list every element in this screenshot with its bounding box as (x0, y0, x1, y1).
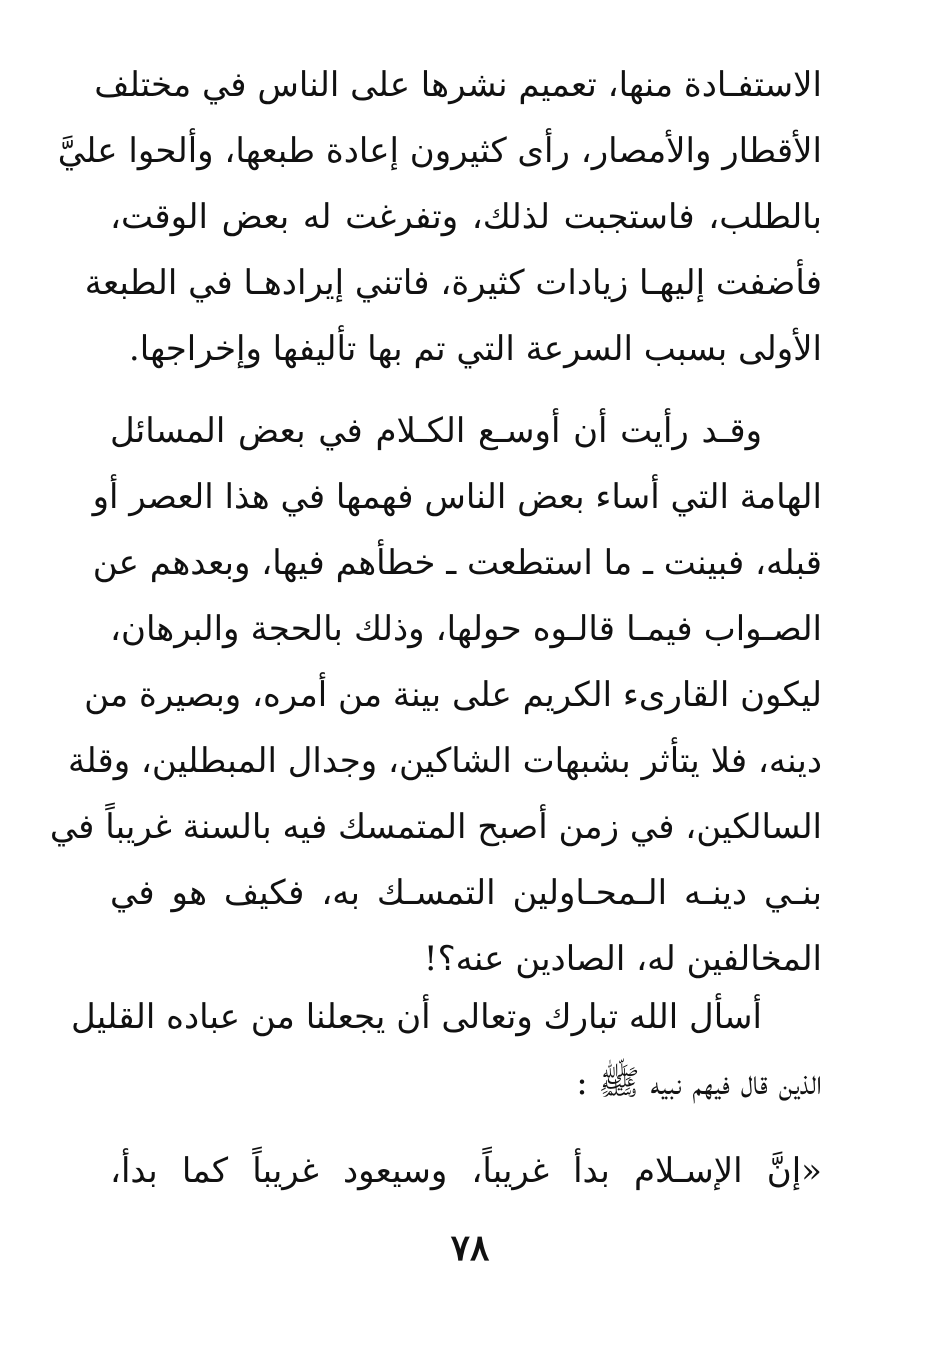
text-line: قبله، فبينت ـ ما استطعت ـ خطأهم فيها، وبعدهم عن (92, 543, 822, 583)
text-line: الأقطار والأمصار، رأى كثيرون إعادة طبعها، وألحوا عليَّ (57, 131, 822, 171)
paragraph-1 (57, 52, 822, 382)
text-line: بالطلب، فاستجبت لذلك، وتفرغت له بعض الوقت، (110, 197, 822, 237)
text-line: المخالفين له، الصادين عنه؟! (423, 939, 822, 979)
text-line: الاستفـادة منها، تعميم نشرها على الناس في مختلف (94, 65, 822, 105)
text-line: وقـد رأيت أن أوسـع الكـلام في بعض المسائل (110, 411, 762, 451)
page-number: ٧٨ (450, 1227, 490, 1269)
text-line: الأولى بسبب السرعة التي تم بها تأليفها وإخراجها. (128, 329, 822, 369)
text-line: دينه، فلا يتأثر بشبهات الشاكين، وجدال المبطلين، وقلة (67, 741, 822, 781)
text-line: أسأل الله تبارك وتعالى أن يجعلنا من عباده القليل (71, 997, 762, 1037)
text-line: فأضفت إليهـا زيادات كثيرة، فاتني إيرادهـا في الطبعة (84, 263, 822, 303)
text-line: الصـواب فيمـا قالـوه حولها، وذلك بالحجة والبرهان، (110, 609, 822, 649)
text-line: «إنَّ الإسـلام بدأ غريباً، وسيعود غريباً كما بدأ، (110, 1151, 822, 1191)
text-line: ليكون القارىء الكريم على بينة من أمره، وبصيرة من (84, 675, 822, 715)
text-line: الهامة التي أساء بعض الناس فهمها في هذا العصر أو (92, 477, 822, 517)
paragraph-3 (71, 984, 822, 1116)
text-line: بنـي دينـه الـمحـاولين التمسـك به، فكيف هو في (110, 873, 822, 913)
text-line: الذين قال فيهم نبيه ﷺ : (576, 1063, 822, 1103)
paragraph-4 (110, 1138, 822, 1204)
paragraph-2 (49, 398, 822, 992)
text-line: السالكين، في زمن أصبح المتمسك فيه بالسنة غريباً في (49, 807, 822, 847)
